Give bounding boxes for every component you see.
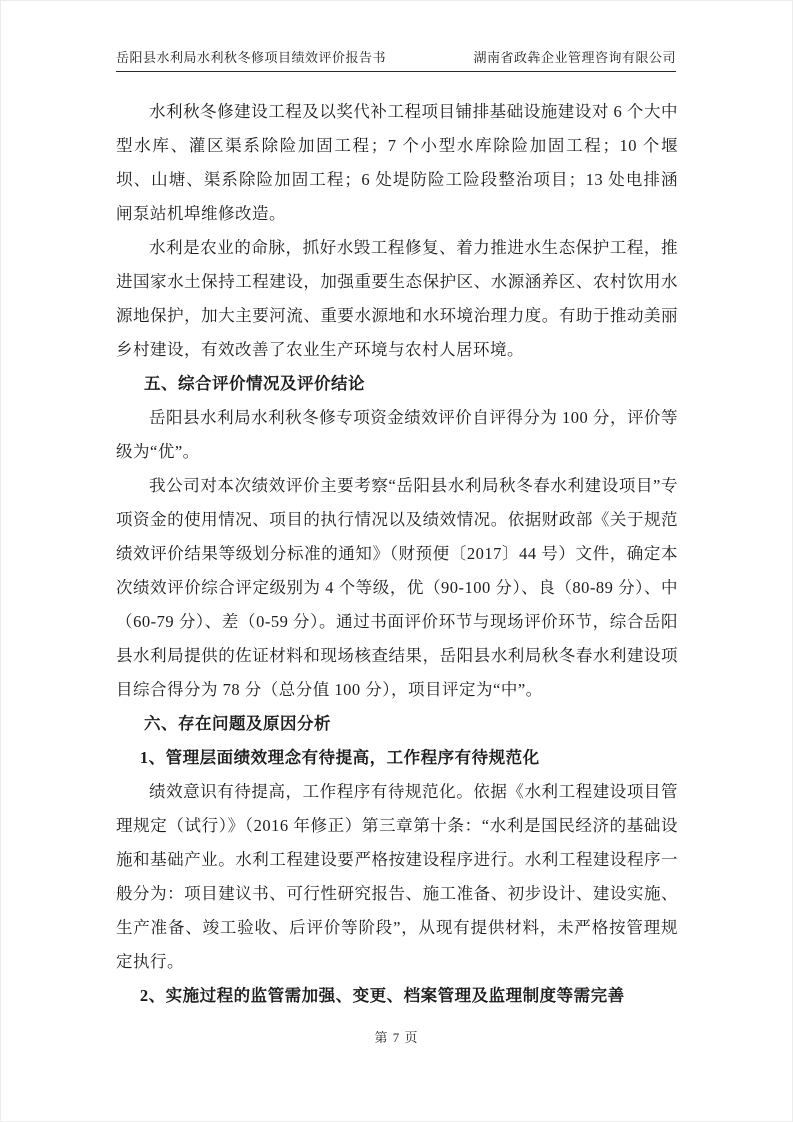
page-footer — [1, 1027, 792, 1046]
body-paragraph: 水利秋冬修建设工程及以奖代补工程项目铺排基础设施建设对 6 个大中型水库、灌区渠系除险加固工程；7 个小型水库除险加固工程；10 个堰坝、山塘、渠系除险加固工程；6 处堤防险工险段整治项目；13 处电排涵闸泵站机埠维修改造。 — [116, 102, 678, 223]
page-header — [116, 47, 676, 72]
body-paragraph: 我公司对本次绩效评价主要考察“岳阳县水利局秋冬春水利建设项目”专项资金的使用情况、项目的执行情况以及绩效情况。依据财政部《关于规范绩效评价结果等级划分标准的通知》（财预便〔2017〕44 号）文件，确定本次绩效评价综合评定级别为 4 个等级，优（90-100 分）、良（80-89 分）、中（60-79 分）、差（0-59 分）。通过书面评价环节与现场评价环节，综合岳阳县水利局提供的佐证材料和现场核查结果，岳阳县水利局秋冬春水利建设项目综合得分为 78 分（总分值 100 分），项目评定为“中”。 — [116, 476, 678, 699]
body-paragraph: 绩效意识有待提高，工作程序有待规范化。依据《水利工程建设项目管理规定（试行）》（2016 年修正）第三章第十条：“水利是国民经济的基础设施和基础产业。水利工程建设要严格按建设程序进行。水利工程建设程序一般分为：项目建议书、可行性研究报告、施工准备、初步设计、建设实施、生产准备、竣工验收、后评价等阶段”，从现有提供材料，未严格按管理规定执行。 — [116, 782, 678, 971]
body-paragraph: 水利是农业的命脉，抓好水毁工程修复、着力推进水生态保护工程，推进国家水土保持工程建设，加强重要生态保护区、水源涵养区、农村饮用水源地保护，加大主要河流、重要水源地和水环境治理力度。有助于推动美丽乡村建设，有效改善了农业生产环境与农村人居环境。 — [116, 238, 678, 359]
body-paragraph: 岳阳县水利局水利秋冬修专项资金绩效评价自评得分为 100 分，评价等级为“优”。 — [116, 408, 678, 461]
section-heading: 五、综合评价情况及评价结论 — [144, 374, 366, 393]
header-company-name: 湖南省政犇企业管理咨询有限公司 — [473, 50, 676, 65]
header-report-title: 岳阳县水利局水利秋冬修项目绩效评价报告书 — [116, 50, 387, 65]
page-number: 第 7 页 — [374, 1030, 419, 1045]
sub-heading: 1、管理层面绩效理念有待提高，工作程序有待规范化 — [139, 748, 540, 767]
document-body — [116, 95, 678, 1013]
sub-heading: 2、实施过程的监管需加强、变更、档案管理及监理制度等需完善 — [139, 986, 625, 1005]
section-heading: 六、存在问题及原因分析 — [144, 714, 332, 733]
